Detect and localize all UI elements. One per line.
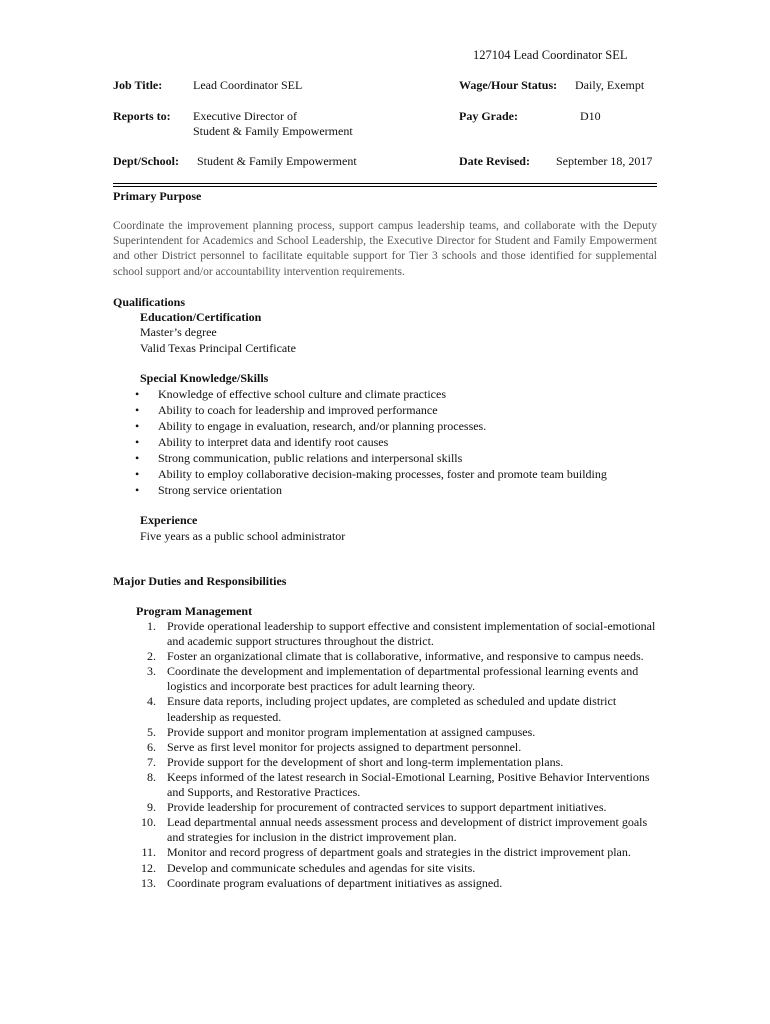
duty-number: 3. <box>147 664 156 679</box>
job-title-label: Job Title: <box>113 78 163 92</box>
duty-text: Provide operational leadership to support effective and consistent implementation of social-emotional and academic support structures throughout the district. <box>167 619 656 649</box>
reports-to-line2: Student & Family Empowerment <box>193 124 353 138</box>
primary-purpose-text: Coordinate the improvement planning process, support campus leadership teams, and collaborate with the Deputy Superintendent for Academics and School Leadership, the Executive Director for Student and Family Empowerment and other District personnel to facilitate equitable support for Tier 3 schools and those identified for supplemental school support and/or accountability intervention requirements. <box>113 220 657 278</box>
skill-item: • Ability to coach for leadership and improved performance <box>140 403 607 419</box>
experience-heading: Experience <box>140 513 198 527</box>
duty-number: 8. <box>147 769 156 784</box>
duty-number: 12. <box>141 860 156 875</box>
header-divider-top <box>113 183 657 184</box>
duty-item <box>140 619 660 649</box>
duty-text: Provide leadership for procurement of contracted services to support department initiatives. <box>167 800 607 815</box>
duty-number: 11. <box>141 845 156 860</box>
skill-item: • Strong communication, public relations and interpersonal skills <box>140 451 607 467</box>
wage-status-value: Daily, Exempt <box>575 78 645 92</box>
duty-text: Ensure data reports, including project updates, are completed as scheduled and update district leadership as requested. <box>167 694 617 724</box>
duty-item <box>140 845 660 860</box>
duty-item <box>140 694 660 724</box>
skills-list <box>140 387 607 499</box>
education-item: Valid Texas Principal Certificate <box>140 341 296 355</box>
duty-item <box>140 800 660 815</box>
duty-number: 6. <box>147 739 156 754</box>
date-revised-label: Date Revised: <box>459 154 530 168</box>
duty-item <box>140 770 660 800</box>
pay-grade-value: D10 <box>580 109 601 123</box>
duty-text: Serve as first level monitor for projects assigned to department personnel. <box>167 739 522 754</box>
program-management-heading: Program Management <box>136 604 253 618</box>
duty-number: 10. <box>141 815 156 830</box>
duty-number: 7. <box>147 754 156 769</box>
header-divider-bottom <box>113 186 657 187</box>
reports-to-line1: Executive Director of <box>193 109 297 123</box>
qualifications-heading: Qualifications <box>113 295 186 309</box>
duty-text: Foster an organizational climate that is collaborative, informative, and responsive to campus needs. <box>167 649 644 664</box>
duty-text: Develop and communicate schedules and agendas for site visits. <box>167 860 476 875</box>
duty-text: Monitor and record progress of department goals and strategies in the district improvement plan. <box>167 845 631 860</box>
duty-item <box>140 649 660 664</box>
skill-item: • Ability to interpret data and identify root causes <box>140 435 607 451</box>
duty-item <box>140 876 660 891</box>
duties-heading: Major Duties and Responsibilities <box>113 574 287 588</box>
wage-status-label: Wage/Hour Status: <box>459 78 558 92</box>
pay-grade-label: Pay Grade: <box>459 109 518 123</box>
duty-number: 1. <box>147 619 156 633</box>
duty-number: 2. <box>147 649 156 664</box>
duty-number: 5. <box>147 724 156 739</box>
date-revised-value: September 18, 2017 <box>556 154 653 168</box>
duty-item <box>140 755 660 770</box>
dept-school-value: Student & Family Empowerment <box>197 154 357 168</box>
duty-item <box>140 664 660 694</box>
duty-text: Lead departmental annual needs assessment process and development of district improvement goals and strategies for inclusion in the district improvement plan. <box>167 815 648 845</box>
duty-text: Coordinate program evaluations of department initiatives as assigned. <box>167 875 503 890</box>
reports-to-label: Reports to: <box>113 109 171 123</box>
dept-school-label: Dept/School: <box>113 154 179 168</box>
skill-item: • Ability to engage in evaluation, research, and/or planning processes. <box>140 419 607 435</box>
duty-item <box>140 725 660 740</box>
skill-item: • Strong service orientation <box>140 483 607 499</box>
primary-purpose-heading: Primary Purpose <box>113 189 202 203</box>
experience-text: Five years as a public school administrator <box>140 529 346 543</box>
duty-item <box>140 815 660 845</box>
duty-item <box>140 740 660 755</box>
skill-item: • Ability to employ collaborative decision-making processes, foster and promote team building <box>140 467 607 483</box>
duty-number: 9. <box>147 800 156 815</box>
duty-number: 13. <box>141 875 156 890</box>
duties-list <box>140 619 660 891</box>
skills-heading: Special Knowledge/Skills <box>140 371 269 385</box>
education-item: Master’s degree <box>140 325 217 339</box>
duty-text: Keeps informed of the latest research in Social-Emotional Learning, Positive Behavior Interventions and Supports, and Restorative Practices. <box>167 769 650 800</box>
job-title-value: Lead Coordinator SEL <box>193 78 303 92</box>
duty-item <box>140 861 660 876</box>
duty-number: 4. <box>147 694 156 709</box>
skill-item: • Knowledge of effective school culture and climate practices <box>140 387 607 403</box>
duty-text: Provide support for the development of short and long-term implementation plans. <box>167 754 564 769</box>
duty-text: Coordinate the development and implementation of departmental professional learning events and logistics and incorporate best practices for adult learning theory. <box>167 664 639 694</box>
duty-text: Provide support and monitor program implementation at assigned campuses. <box>167 724 536 739</box>
document-id: 127104 Lead Coordinator SEL <box>473 48 628 62</box>
education-heading: Education/Certification <box>140 310 262 324</box>
